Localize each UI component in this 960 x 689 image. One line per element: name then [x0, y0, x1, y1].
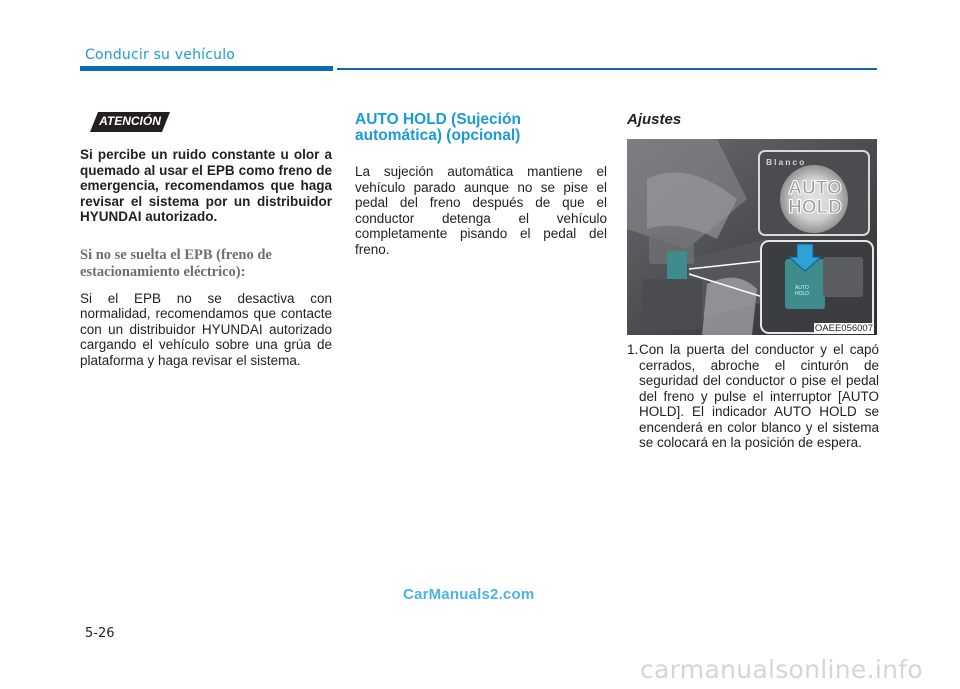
- settings-heading: Ajustes: [627, 111, 682, 128]
- indicator-auto-hold-label: AUTO HOLD: [788, 178, 842, 218]
- caution-text: Si percibe un ruido constante u olor a quemado al usar el EPB como freno de emergencia, recomendamos que haga revisar el sistema por un distribuidor HYUNDAI autorizado.: [80, 147, 332, 224]
- auto-hold-figure: [627, 139, 877, 335]
- header-rule-thin: [337, 68, 877, 70]
- svg-text:AUTO: AUTO: [795, 285, 809, 291]
- step-1: [627, 342, 879, 451]
- auto-hold-heading: AUTO HOLD (Sujeción automática) (opcional): [355, 111, 521, 144]
- header-rule-thick: [80, 66, 333, 71]
- column-right: [627, 112, 879, 128]
- column-left: [80, 112, 332, 368]
- page-number: 5-26: [85, 626, 115, 641]
- caution-badge: [90, 112, 170, 132]
- svg-text:HOLD: HOLD: [795, 291, 809, 297]
- section-title: Conducir su vehículo: [85, 47, 236, 63]
- caution-badge-label: ATENCIÓN: [99, 114, 161, 128]
- console-illustration: [627, 139, 877, 335]
- watermark-link[interactable]: CarManuals2.com: [403, 586, 535, 603]
- figure-code: OAEE056007: [814, 323, 873, 334]
- epb-subheading: Si no se suelta el EPB (freno de estacionamiento eléctrico):: [80, 246, 272, 280]
- footer-site-mark: carmanualsonline.info: [640, 655, 923, 684]
- auto-hold-body: La sujeción automática mantiene el vehículo parado aunque no se pise el pedal del freno después de que el conductor detenga el vehículo completamente pisando el pedal del freno.: [355, 164, 607, 257]
- epb-body: Si el EPB no se desactiva con normalidad, recomendamos que contacte con un distribuidor HYUNDAI autorizado cargando el vehículo sobre una grúa de plataforma y haga revisar el sistema.: [80, 290, 332, 368]
- step-number: 1.: [627, 342, 639, 357]
- column-middle: [355, 112, 607, 257]
- step-text: Con la puerta del conductor y el capó cerrados, abroche el cinturón de seguridad del conductor o pise el pedal del freno y pulse el interruptor [AUTO HOLD]. El indicador AUTO HOLD se encenderá en color blanco y el sistema se colocará en la posición de espera.: [639, 342, 879, 450]
- indicator-color-label: Blanco: [766, 157, 807, 167]
